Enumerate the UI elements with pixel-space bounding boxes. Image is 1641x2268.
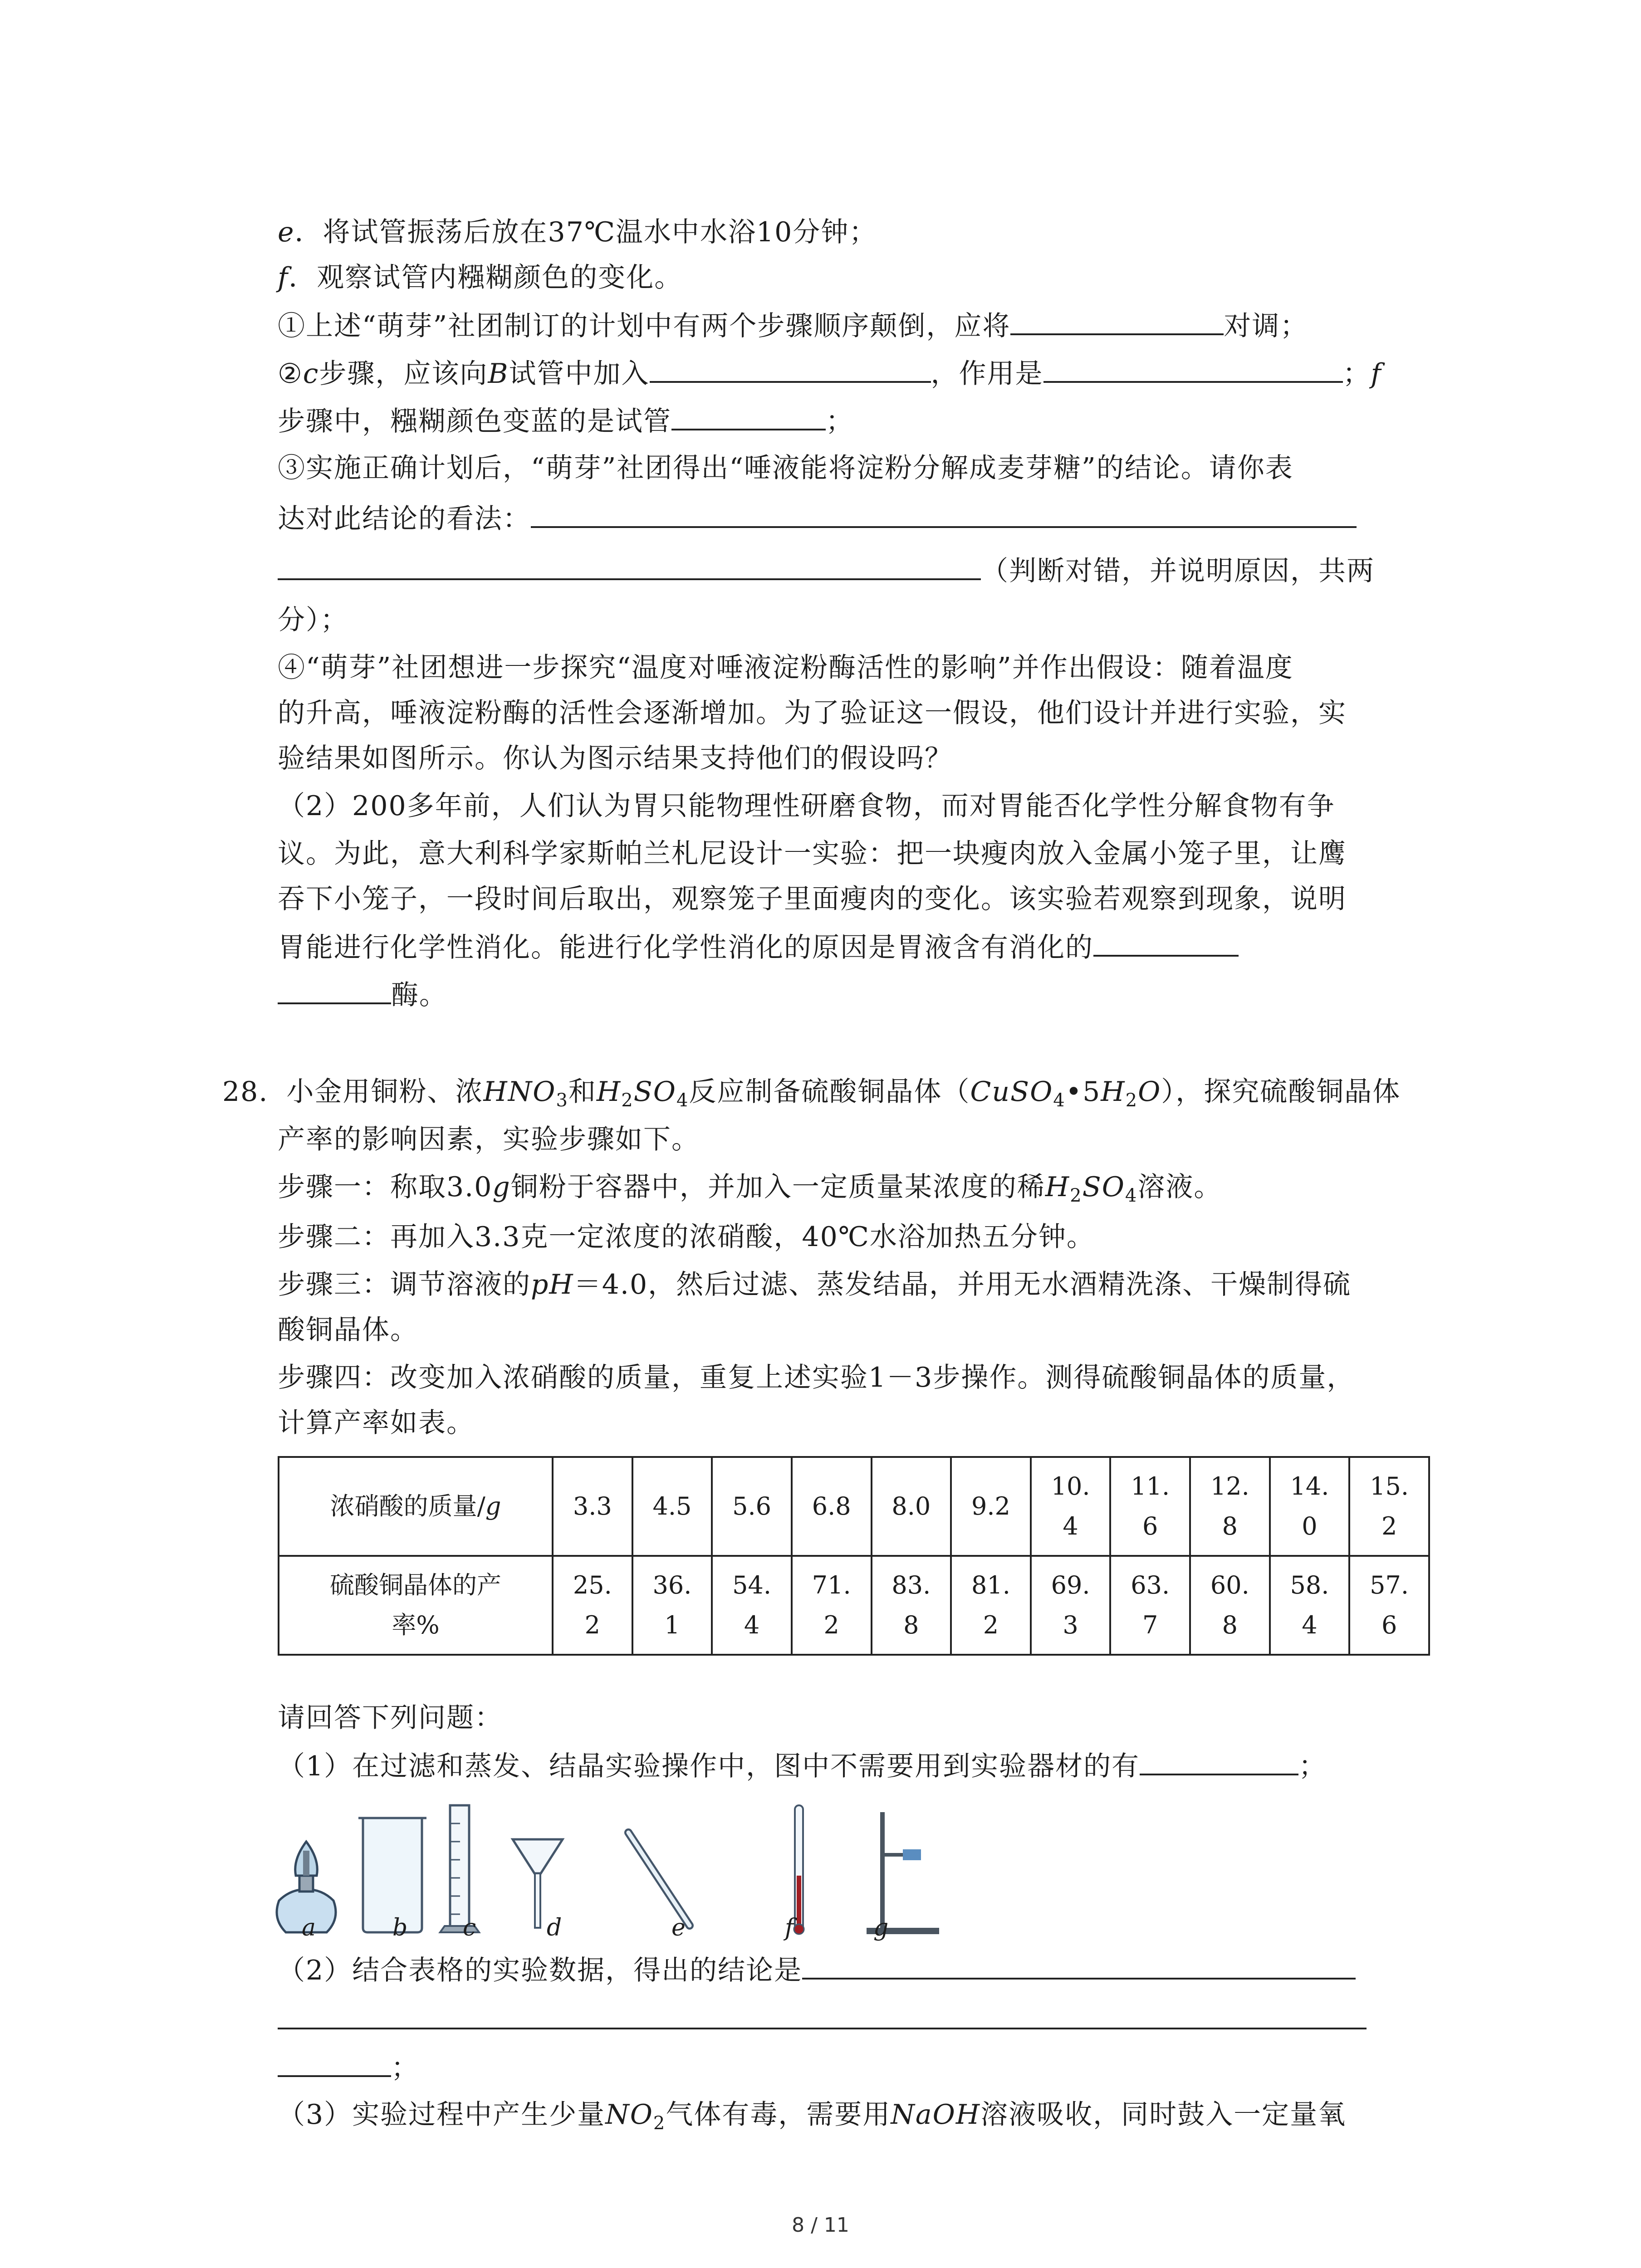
answer-blank[interactable] (278, 2048, 391, 2077)
q27-sub3-line4: 分）； (278, 604, 348, 636)
graduated-cylinder-icon (440, 1805, 479, 1932)
table-cell: 14. 0 (1270, 1457, 1350, 1556)
answer-blank[interactable] (1093, 928, 1239, 957)
table-cell: 71. 2 (792, 1556, 872, 1655)
apparatus-label: a (302, 1914, 316, 1941)
q28-sub2-line3: ； (278, 2048, 419, 2087)
answer-prompt: 请回答下列问题： (278, 1702, 503, 1734)
answer-blank[interactable] (671, 401, 826, 430)
q28-sub2-line2 (278, 2000, 1367, 2039)
table-cell: 9.2 (951, 1457, 1031, 1556)
q27-sub4-line2: 的升高，唾液淀粉酶的活性会逐渐增加。为了验证这一假设，他们设计并进行实验，实 (278, 697, 1347, 729)
q27-part2-line4: 胃能进行化学性消化。能进行化学性消化的原因是胃液含有消化的 (278, 928, 1239, 967)
q27-sub3-line2: 达对此结论的看法： (278, 499, 1357, 538)
apparatus-label: g (873, 1914, 889, 1941)
q28-step1: 步骤一：称取3.0g铜粉于容器中，并加入一定质量某浓度的稀$H_2SO_4$溶液。 (278, 1171, 1222, 1206)
q27-sub2: ②c步骤，应该向B试管中加入 ，作用是 ；f (278, 354, 1382, 393)
q28-step3-line2: 酸铜晶体。 (278, 1314, 418, 1346)
answer-blank[interactable] (650, 354, 931, 383)
table-cell: 36. 1 (632, 1556, 712, 1655)
answer-blank[interactable] (1043, 354, 1343, 383)
q27-sub4-line3: 验结果如图所示。你认为图示结果支持他们的假设吗？ (278, 743, 953, 774)
step-f-text: ．观察试管内糨糊颜色的变化。 (289, 262, 683, 293)
table-cell: 60. 8 (1190, 1556, 1270, 1655)
apparatus-label: c (463, 1914, 476, 1941)
q28-intro: 28. 小金用铜粉、浓$HNO_3$和$H_2SO_4$反应制备硫酸铜晶体$(CuSO_4•5H_2O)$，探究硫酸铜晶体 (222, 1076, 1401, 1111)
apparatus-label: e (671, 1914, 686, 1941)
row-header: 浓硝酸的质量/g (279, 1457, 553, 1556)
q27-sub4-line1: ④“萌芽”社团想进一步探究“温度对唾液淀粉酶活性的影响”并作出假设：随着温度 (278, 652, 1293, 684)
table-cell: 8.0 (872, 1457, 951, 1556)
page-number: 8 / 11 (792, 2214, 849, 2237)
question-number: 28. (222, 1076, 269, 1108)
q28-step2: 步骤二：再加入3.3克一定浓度的浓硝酸，40℃水浴加热五分钟。 (278, 1221, 1095, 1253)
q27-sub1: ①上述“萌芽”社团制订的计划中有两个步骤顺序颠倒，应将 对调； (278, 306, 1308, 345)
table-cell: 58. 4 (1270, 1556, 1350, 1655)
table-cell: 6.8 (792, 1457, 872, 1556)
apparatus-label: f (785, 1914, 794, 1941)
table-cell: 5.6 (712, 1457, 792, 1556)
apparatus-figure (268, 1796, 948, 1946)
step-f-label: f (278, 262, 289, 293)
thermometer-icon (794, 1805, 804, 1934)
table-cell: 63. 7 (1110, 1556, 1190, 1655)
yield-table (278, 1456, 1430, 1656)
q27-sub2-cont: 步骤中，糨糊颜色变蓝的是试管 ； (278, 401, 854, 440)
q28-step3: 步骤三：调节溶液的pH＝4.0，然后过滤、蒸发结晶，并用无水酒精洗涤、干燥制得硫 (278, 1269, 1352, 1300)
q27-sub3-line3: （判断对错，并说明原因，共两 (278, 551, 1375, 590)
answer-blank[interactable] (278, 551, 981, 580)
q28-step4-line1: 步骤四：改变加入浓硝酸的质量，重复上述实验1－3步操作。测得硫酸铜晶体的质量， (278, 1362, 1355, 1393)
apparatus-label: b (392, 1914, 408, 1941)
table-cell: 81. 2 (951, 1556, 1031, 1655)
glass-rod-icon (628, 1833, 690, 1926)
q27-sub3-line1: ③实施正确计划后，“萌芽”社团得出“唾液能将淀粉分解成麦芽糖”的结论。请你表 (278, 452, 1293, 484)
table-cell: 15. 2 (1349, 1457, 1429, 1556)
q28-intro-line2: 产率的影响因素，实验步骤如下。 (278, 1124, 700, 1155)
table-row (279, 1457, 1429, 1556)
answer-blank[interactable] (531, 499, 1357, 528)
table-cell: 25. 2 (553, 1556, 632, 1655)
table-cell: 57. 6 (1349, 1556, 1429, 1655)
answer-blank[interactable] (278, 2000, 1367, 2029)
table-cell: 11. 6 (1110, 1457, 1190, 1556)
table-cell: 12. 8 (1190, 1457, 1270, 1556)
step-e (278, 213, 877, 251)
q27-part2-line5: 酶。 (278, 975, 447, 1014)
step-f (278, 259, 682, 297)
apparatus-label: d (547, 1914, 562, 1941)
answer-blank[interactable] (802, 1950, 1356, 1980)
table-cell: 3.3 (553, 1457, 632, 1556)
table-cell: 10. 4 (1031, 1457, 1111, 1556)
table-cell: 4.5 (632, 1457, 712, 1556)
row-header: 硫酸铜晶体的产 率% (279, 1556, 553, 1655)
table-cell: 83. 8 (872, 1556, 951, 1655)
q27-part2-line1: （2）200多年前，人们认为胃只能物理性研磨食物，而对胃能否化学性分解食物有争 (278, 790, 1335, 822)
q28-sub2: （2）结合表格的实验数据，得出的结论是 (278, 1950, 1356, 1989)
q28-sub3: （3）实验过程中产生少量$NO_2$气体有毒，需要用NaOH溶液吸收，同时鼓入一定量氧 (278, 2099, 1347, 2134)
table-cell: 54. 4 (712, 1556, 792, 1655)
answer-blank[interactable] (1140, 1746, 1298, 1775)
step-e-text: ．将试管振荡后放在37℃温水中水浴10分钟； (294, 216, 877, 248)
answer-blank[interactable] (1010, 306, 1224, 335)
q28-sub1: （1）在过滤和蒸发、结晶实验操作中，图中不需要用到实验器材的有 ； (278, 1746, 1327, 1785)
q28-step4-line2: 计算产率如表。 (278, 1407, 475, 1439)
q27-part2-line2: 议。为此，意大利科学家斯帕兰札尼设计一实验：把一块瘦肉放入金属小笼子里，让鹰 (278, 838, 1347, 870)
step-e-label: e (278, 216, 295, 248)
q27-part2-line3: 吞下小笼子，一段时间后取出，观察笼子里面瘦肉的变化。该实验若观察到现象，说明 (278, 883, 1347, 915)
table-row (279, 1556, 1429, 1655)
answer-blank[interactable] (278, 975, 391, 1004)
table-cell: 69. 3 (1031, 1556, 1111, 1655)
